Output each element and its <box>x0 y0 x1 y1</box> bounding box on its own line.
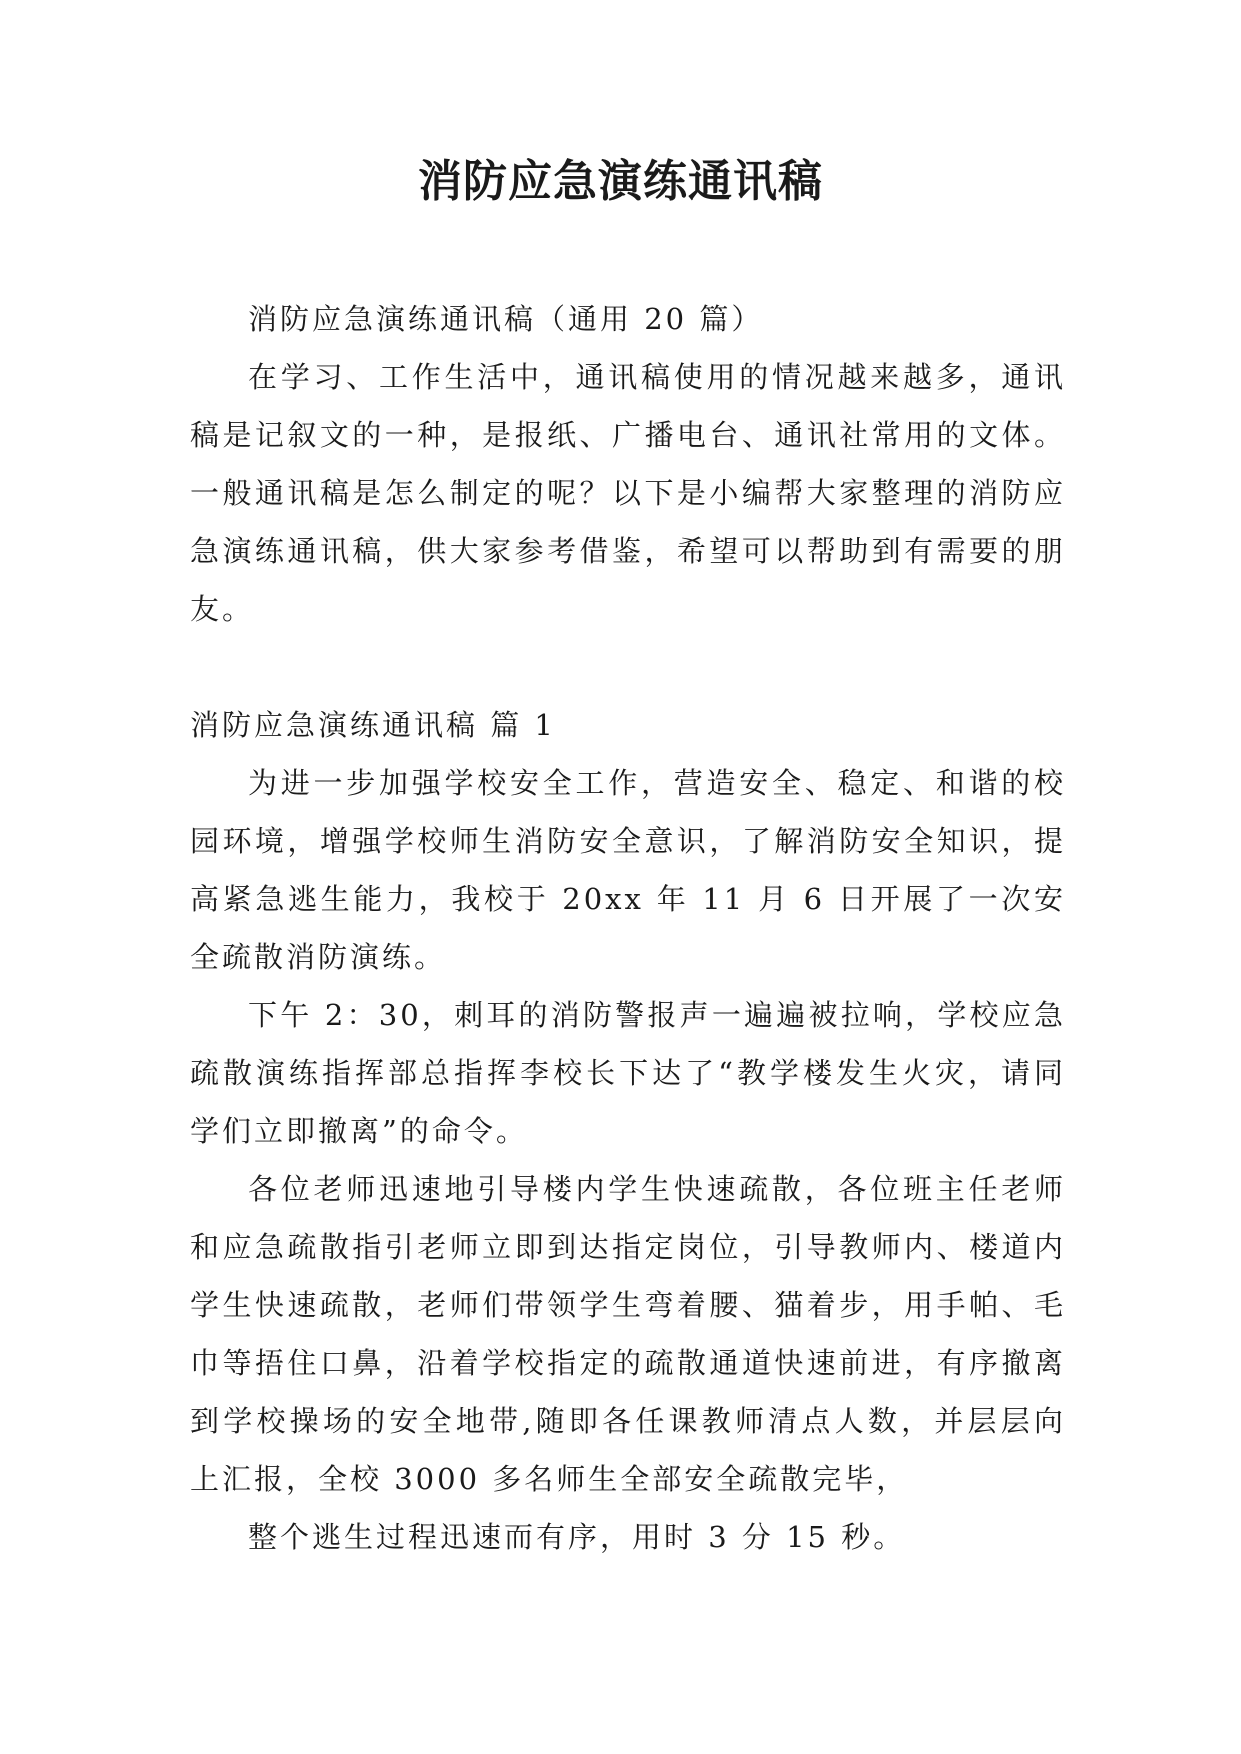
document-subtitle: 消防应急演练通讯稿（通用 20 篇） <box>248 302 764 336</box>
body-paragraph-3-continuation: 整个逃生过程迅速而有序，用时 3 分 15 秒。 <box>248 1520 906 1554</box>
body-paragraph-2: 下午 2：30，刺耳的消防警报声一遍遍被拉响，学校应急疏散演练指挥部总指挥李校长下达了“教学楼发生火灾，请同学们立即撤离”的命令。 <box>190 998 1066 1148</box>
body-paragraph-1: 为进一步加强学校安全工作，营造安全、稳定、和谐的校园环境，增强学校师生消防安全意识，了解消防安全知识，提高紧急逃生能力，我校于 20xx 年 11 月 6 日开展了一次安全疏散消防演练。 <box>190 766 1066 974</box>
body-paragraph-3: 各位老师迅速地引导楼内学生快速疏散，各位班主任老师和应急疏散指引老师立即到达指定岗位，引导教师内、楼道内学生快速疏散，老师们带领学生弯着腰、猫着步，用手帕、毛巾等捂住口鼻，沿着学校指定的疏散通道快速前进，有序撤离到学校操场的安全地带,随即各任课教师清点人数，并层层向上汇报，全校 3000 多名师生全部安全疏散完毕， <box>190 1172 1066 1496</box>
section-heading: 消防应急演练通讯稿 篇 1 <box>190 708 556 742</box>
intro-paragraph: 在学习、工作生活中，通讯稿使用的情况越来越多，通讯稿是记叙文的一种，是报纸、广播电台、通讯社常用的文体。一般通讯稿是怎么制定的呢？以下是小编帮大家整理的消防应急演练通讯稿，供大家参考借鉴，希望可以帮助到有需要的朋友。 <box>190 360 1066 626</box>
document-title: 消防应急演练通讯稿 <box>418 156 823 207</box>
document-body <box>190 290 1066 1566</box>
